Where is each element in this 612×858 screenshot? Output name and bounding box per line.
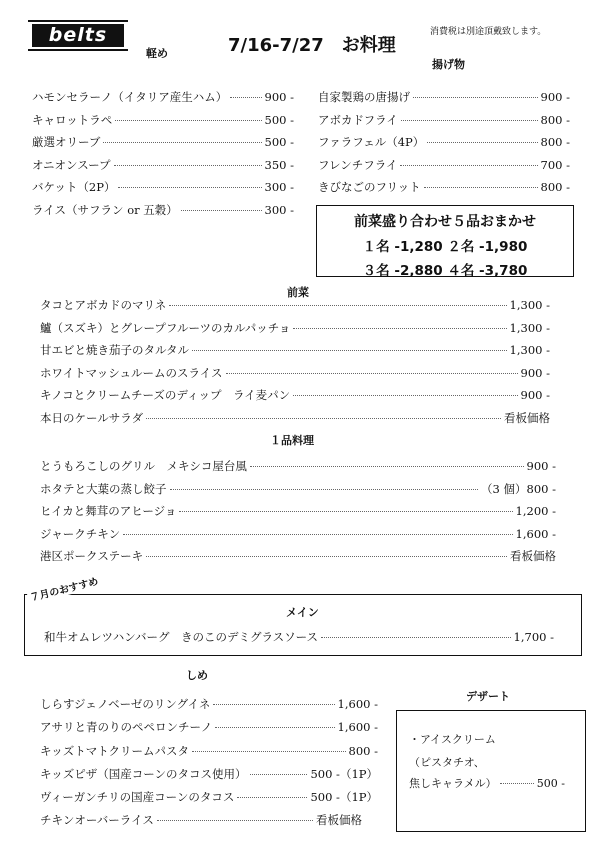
item-price: （3 個）800 - — [481, 481, 556, 496]
menu-item — [40, 387, 550, 410]
leader-dots — [427, 142, 537, 143]
item-name: きびなごのフリット — [318, 180, 421, 194]
leader-dots — [293, 328, 506, 329]
set-title: 前菜盛り合わせ５品おまかせ — [354, 214, 536, 230]
karume-list — [32, 89, 294, 224]
item-name: アボカドフライ — [318, 112, 398, 127]
leader-dots — [413, 97, 538, 98]
dessert-box — [396, 710, 586, 832]
section-heading-dessert: デザート — [466, 690, 510, 703]
section-heading-ippin: １品料理 — [270, 434, 314, 447]
section-heading-zensai: 前菜 — [287, 286, 309, 299]
leader-dots — [213, 704, 334, 705]
item-price: 800 - — [540, 112, 570, 127]
leader-dots — [179, 511, 512, 512]
menu-item — [40, 320, 550, 343]
menu-item — [40, 696, 378, 719]
leader-dots — [170, 489, 479, 490]
leader-dots — [118, 187, 261, 188]
menu-item — [318, 112, 570, 135]
item-name: 自家製鶏の唐揚げ — [318, 90, 410, 104]
item-name: とうもろこしのグリル メキシコ屋台風 — [40, 459, 247, 473]
osusume-item — [44, 629, 554, 645]
menu-item — [40, 458, 556, 481]
item-price: 900 - — [520, 365, 550, 380]
item-price: 300 - — [264, 180, 294, 194]
item-name: 甘エビと焼き茄子のタルタル — [40, 343, 190, 358]
leader-dots — [321, 637, 510, 638]
menu-item — [40, 766, 378, 789]
assortment-set-box — [316, 205, 574, 277]
menu-item — [40, 812, 362, 835]
menu-item — [32, 202, 294, 225]
item-price: 1,600 - — [337, 697, 378, 711]
item-name: 和牛オムレツハンバーグ きのこのデミグラスソース — [44, 630, 319, 644]
item-price: 700 - — [540, 157, 570, 172]
menu-item — [40, 503, 556, 526]
leader-dots — [103, 142, 261, 143]
menu-item — [40, 365, 550, 388]
tax-note: 消費税は別途頂戴致します。 — [430, 27, 547, 37]
agemono-list — [318, 89, 570, 202]
item-price: 800 - — [540, 180, 570, 194]
item-name: ホワイトマッシュルームのスライス — [40, 365, 223, 380]
item-price: 看板価格 — [316, 813, 362, 828]
leader-dots — [123, 534, 512, 535]
leader-dots — [424, 187, 538, 188]
item-name: ホタテと大葉の蒸し餃子 — [40, 481, 167, 496]
leader-dots — [230, 97, 261, 98]
menu-item — [40, 410, 550, 433]
menu-item — [32, 134, 294, 157]
menu-item — [318, 179, 570, 202]
leader-dots — [146, 418, 501, 419]
item-price: 1,300 - — [509, 298, 550, 312]
leader-dots — [226, 373, 518, 374]
menu-item — [40, 526, 556, 549]
logo: belts — [32, 24, 124, 47]
menu-item — [40, 481, 556, 504]
item-name: キッズピザ（国産コーンのタコス使用） — [40, 766, 247, 781]
leader-dots — [250, 774, 308, 775]
item-price: 900 - — [520, 388, 550, 403]
item-name: キッズトマトクリームパスタ — [40, 743, 190, 758]
item-price: 800 - — [540, 135, 570, 149]
item-price: 1,300 - — [509, 343, 550, 358]
item-name: ヴィーガンチリの国産コーンのタコス — [40, 790, 235, 805]
menu-item — [40, 789, 378, 812]
leader-dots — [400, 165, 537, 166]
item-price: 1,600 - — [515, 526, 556, 541]
dessert-note: 焦しキャラメル） — [409, 777, 497, 790]
item-name: キノコとクリームチーズのディップ ライ麦パン — [40, 388, 291, 403]
item-name: オニオンスープ — [32, 157, 111, 172]
section-heading-shime: しめ — [186, 669, 208, 682]
dessert-price-row — [409, 775, 565, 791]
recommend-tag: ７月のおすすめ — [26, 572, 102, 604]
section-heading-karume: 軽め — [146, 47, 168, 60]
leader-dots — [250, 466, 524, 467]
item-name: ファラフェル（4P） — [318, 135, 425, 149]
item-name: 本日のケールサラダ — [40, 410, 144, 425]
item-price: 1,600 - — [337, 720, 378, 735]
item-price: 看板価格 — [510, 549, 556, 564]
set-price-line: ３名 -2,880 ４名 -3,780 — [362, 263, 528, 279]
menu-item — [32, 179, 294, 202]
item-price: 500 - — [264, 112, 294, 127]
ippin-list — [40, 458, 556, 571]
leader-dots — [157, 820, 313, 821]
item-price: 900 - — [264, 90, 294, 104]
item-price: 500 - — [264, 135, 294, 149]
leader-dots — [181, 210, 262, 211]
menu-item — [40, 297, 550, 320]
item-price: 1,700 - — [513, 630, 554, 644]
item-price: 1,200 - — [515, 504, 556, 519]
item-name: ライス（サフラン or 五穀） — [32, 202, 178, 217]
menu-item — [40, 719, 378, 742]
leader-dots — [192, 350, 506, 351]
leader-dots — [192, 751, 345, 752]
item-price: 1,300 - — [509, 320, 550, 335]
item-price: 500 - — [536, 777, 565, 790]
menu-item — [40, 743, 378, 766]
leader-dots — [215, 727, 334, 728]
section-heading-main: メイン — [286, 606, 319, 619]
menu-item — [40, 342, 550, 365]
leader-dots — [115, 120, 261, 121]
leader-dots — [169, 305, 506, 306]
item-name: 港区ポークステーキ — [40, 549, 144, 564]
item-name: 厳選オリーブ — [32, 135, 101, 149]
item-price: 300 - — [264, 202, 294, 217]
item-price: 看板価格 — [504, 410, 550, 425]
item-name: 鱸（スズキ）とグレープフルーツのカルパッチョ — [40, 320, 291, 335]
item-price: 900 - — [540, 90, 570, 104]
set-price-line: １名 -1,280 ２名 -1,980 — [362, 239, 528, 255]
item-name: キャロットラペ — [32, 112, 113, 127]
item-price: 800 - — [348, 743, 378, 758]
dessert-note: （ピスタチオ、 — [409, 756, 485, 769]
item-name: ジャークチキン — [40, 526, 121, 541]
item-name: チキンオーバーライス — [40, 813, 154, 828]
menu-item — [32, 89, 294, 112]
item-price: 500 -（1P） — [310, 766, 378, 781]
item-price: 900 - — [526, 459, 556, 473]
menu-item — [318, 134, 570, 157]
leader-dots — [114, 165, 262, 166]
zensai-list — [40, 297, 550, 433]
page-title: 7/16-7/27 お料理 — [228, 35, 396, 56]
leader-dots — [500, 783, 534, 784]
dessert-item: ・アイスクリーム — [409, 733, 496, 746]
leader-dots — [237, 797, 307, 798]
leader-dots — [401, 120, 538, 121]
menu-item — [32, 157, 294, 180]
leader-dots — [293, 395, 517, 396]
item-price: 500 -（1P） — [310, 790, 378, 805]
item-price: 350 - — [264, 157, 294, 172]
section-heading-agemono: 揚げ物 — [432, 58, 465, 71]
menu-item — [32, 112, 294, 135]
menu-item — [318, 89, 570, 112]
item-name: バケット（2P） — [32, 180, 116, 194]
menu-item — [44, 629, 554, 645]
item-name: ヒイカと舞茸のアヒージョ — [40, 504, 177, 519]
item-name: タコとアボカドのマリネ — [40, 298, 167, 312]
item-name: しらすジェノベーゼのリングイネ — [40, 697, 211, 711]
shime-list — [40, 696, 378, 836]
item-name: フレンチフライ — [318, 157, 398, 172]
item-name: ハモンセラーノ（イタリア産生ハム） — [32, 90, 228, 104]
menu-item — [40, 548, 556, 571]
leader-dots — [146, 556, 507, 557]
menu-item — [318, 157, 570, 180]
item-name: アサリと青のりのペペロンチーノ — [40, 720, 213, 735]
